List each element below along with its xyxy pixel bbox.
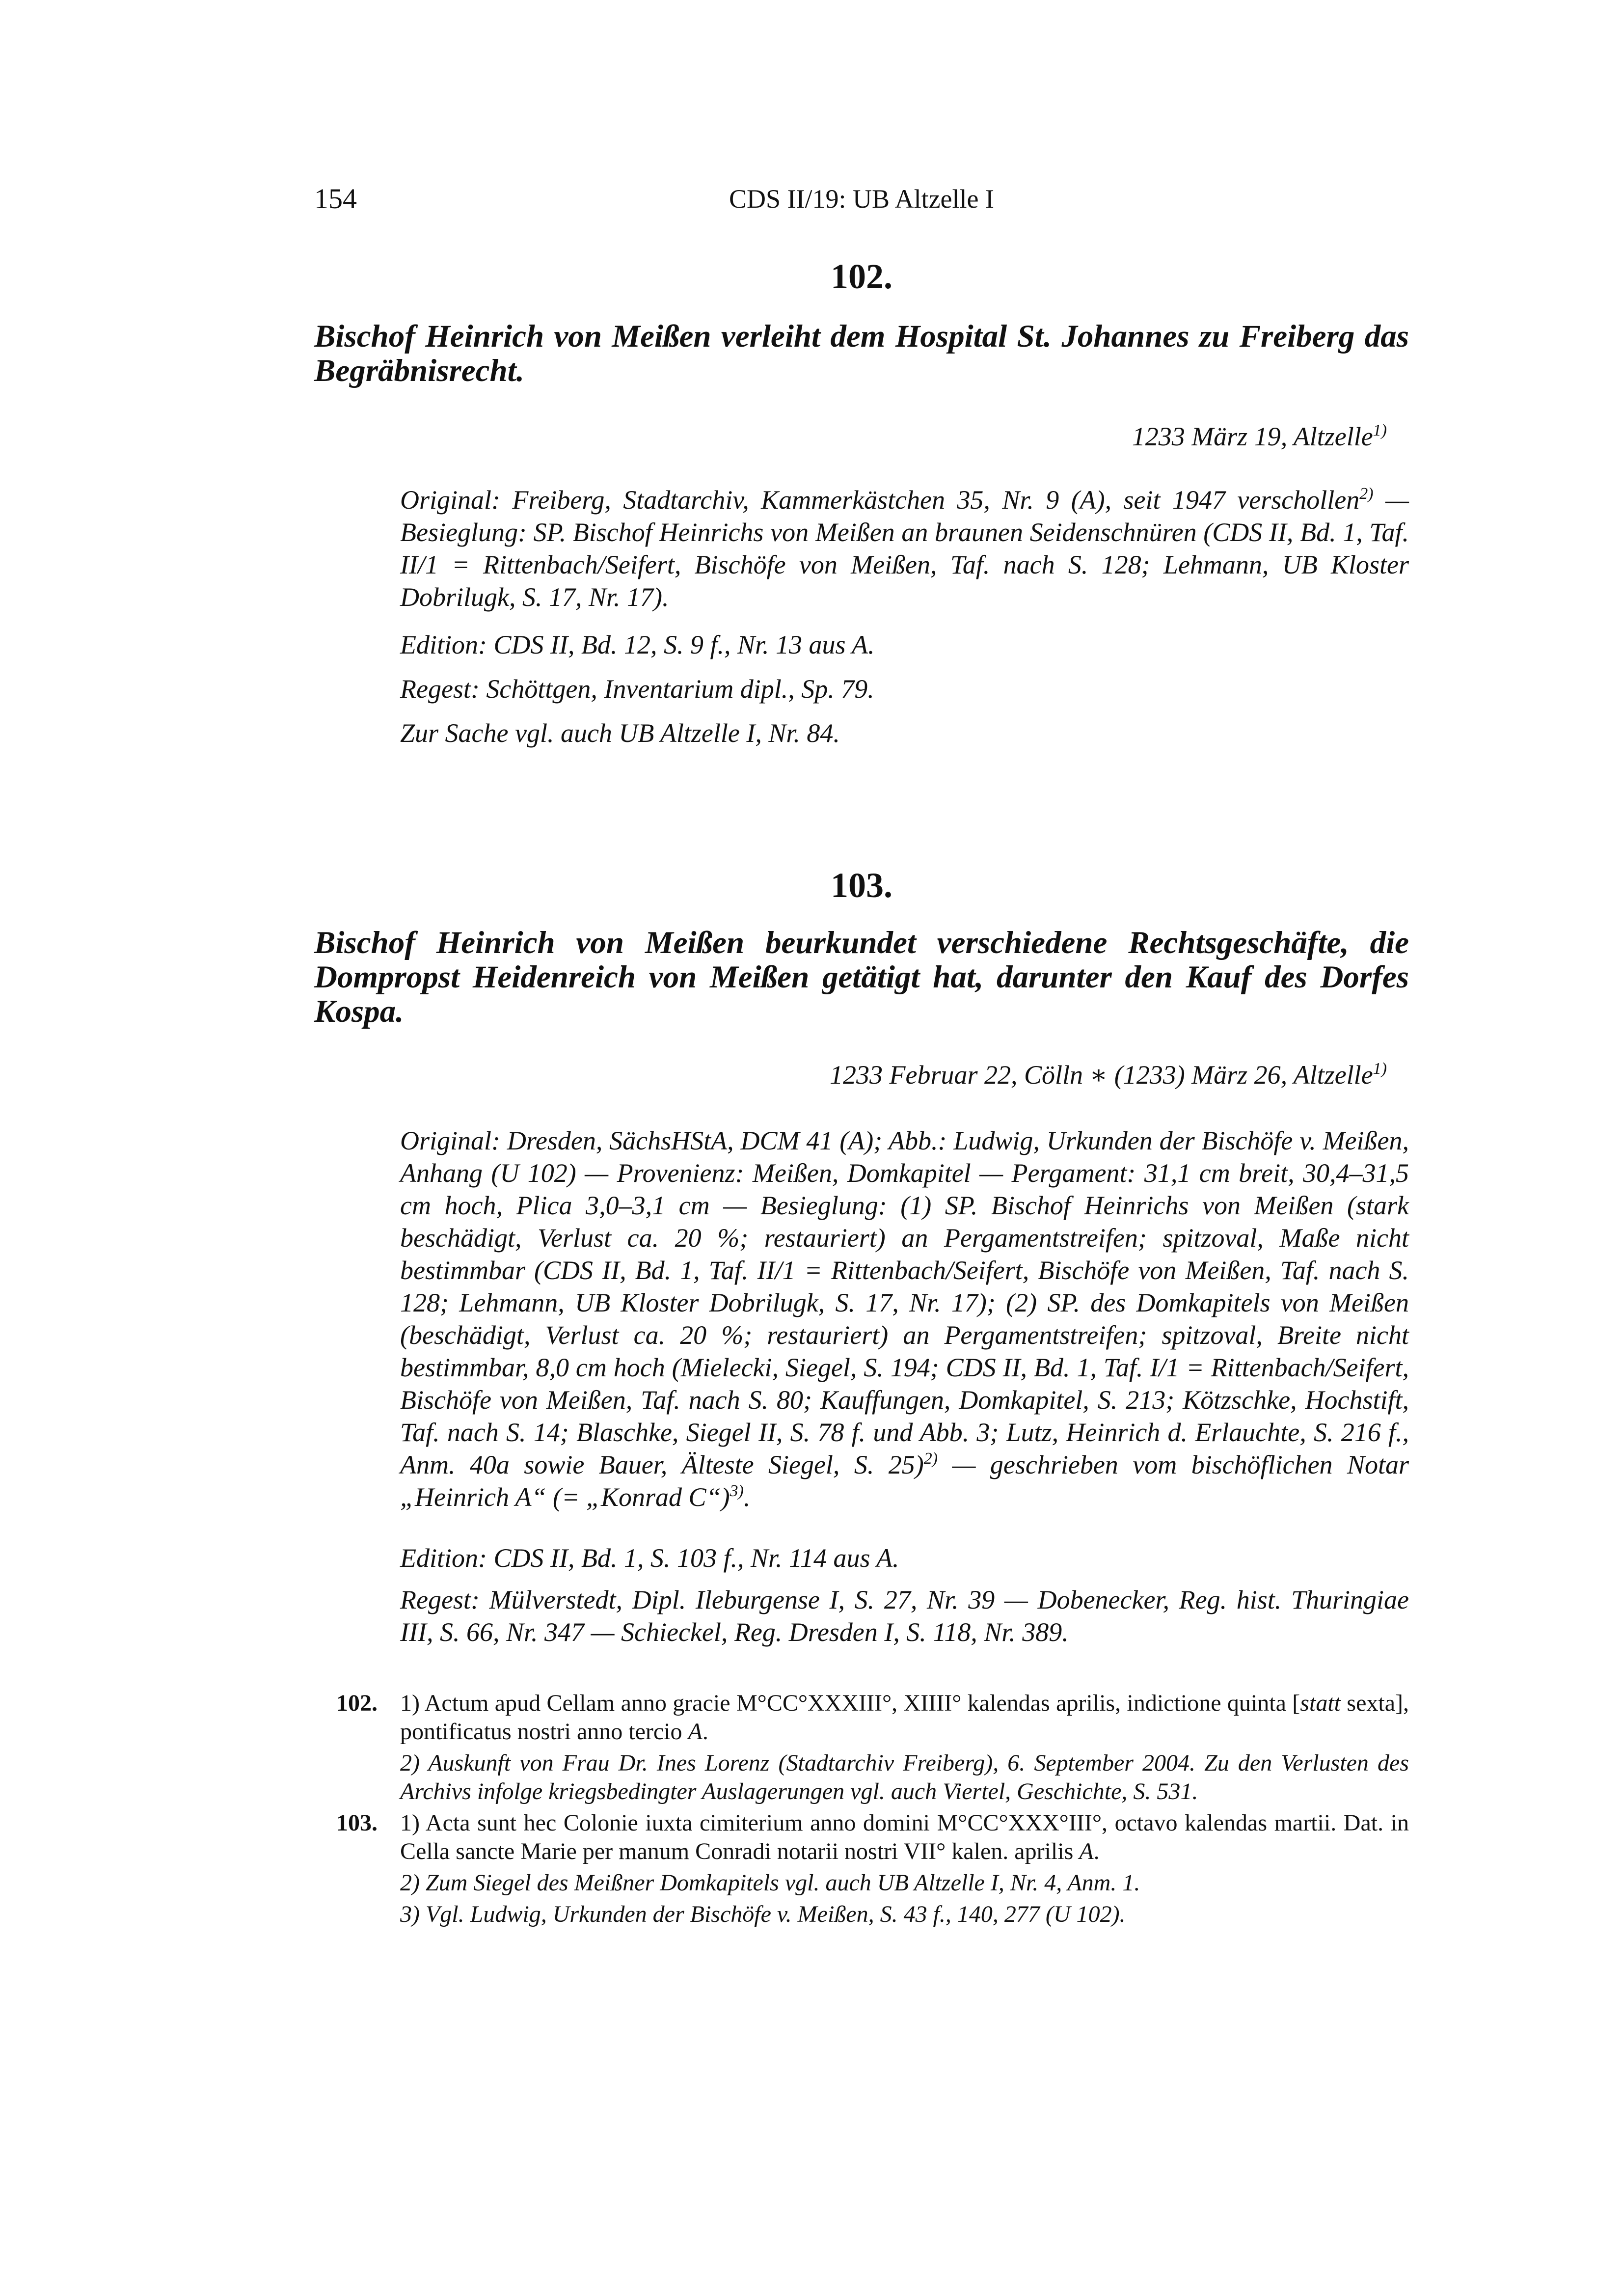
footnote-group-label-103: 103. (336, 1810, 378, 1836)
doc-103-original-note-3: 3) (730, 1482, 744, 1500)
footnote-103-1-text: 1) Acta sunt hec Colonie iuxta cimiterium anno domini M°CC°XXX°III°, octavo kalendas martii. Dat. in Cella sancte Marie per manum Conradi notarii nostri VII° kalen. aprilis (400, 1810, 1409, 1864)
footnote-103-2: 2) Zum Siegel des Meißner Domkapitels vgl. auch UB Altzelle I, Nr. 4, Anm. 1. (400, 1870, 1140, 1896)
doc-102-date-text: 1233 März 19, Altzelle (1132, 422, 1373, 451)
footnote-102-1-siglum: A (688, 1719, 703, 1745)
doc-103-date-note: 1) (1373, 1060, 1387, 1078)
footnotes-103 (314, 1809, 1409, 1929)
running-head (314, 182, 1409, 221)
doc-102-edition: Edition: CDS II, Bd. 12, S. 9 f., Nr. 13 aus A. (400, 630, 875, 659)
doc-102-title: Bischof Heinrich von Meißen verleiht dem Hospital St. Johannes zu Freiberg das Begräbnisrecht. (314, 319, 1409, 388)
footnote-102-1-text: 1) Actum apud Cellam anno gracie M°CC°XXXIII°, XIIII° kalendas aprilis, indictione quinta [ (400, 1690, 1300, 1716)
footnotes (314, 1689, 1409, 1932)
doc-102-date (314, 420, 1387, 453)
doc-102-date-note: 1) (1373, 421, 1387, 439)
doc-102-original (400, 484, 1409, 613)
doc-102-original-text: Original: Freiberg, Stadtarchiv, Kammerkästchen 35, Nr. 9 (A), seit 1947 verschollen (400, 485, 1360, 515)
doc-103-title: Bischof Heinrich von Meißen beurkundet verschiedene Rechtsgeschäfte, die Dompropst Heidenreich von Meißen getätigt hat, darunter den Kauf des Dorfes Kospa. (314, 925, 1409, 1029)
doc-102-original-note: 2) (1359, 485, 1374, 503)
page-number: 154 (314, 183, 357, 215)
doc-103-date (314, 1058, 1387, 1092)
doc-103-original-text: Original: Dresden, SächsHStA, DCM 41 (A); Abb.: Ludwig, Urkunden der Bischöfe v. Meißen, Anhang (U 102) — Provenienz: Meißen, Domkapitel — Pergament: 31,1 cm breit, 30,4–31,5 cm hoch, Plica 3,0–3,1 cm — Besieglung: (1) SP. Bischof Heinrichs von Meißen (stark beschädigt, Verlust ca. 20 %; restauriert) an Pergamentstreifen; spitzoval, Maße nicht bestimmbar (CDS II, Bd. 1, Taf. II/1 = Rittenbach/Seifert, Bischöfe von Meißen, Taf. nach S. 128; Lehmann, UB Kloster Dobrilugk, S. 17, Nr. 17); (2) SP. des Domkapitels von Meißen (beschädigt, Verlust ca. 20 %; restauriert) an Pergamentstreifen; spitzoval, Breite nicht bestimmbar, 8,0 cm hoch (Mielecki, Siegel, S. 194; CDS II, Bd. 1, Taf. I/1 = Rittenbach/Seifert, Bischöfe von Meißen, Taf. nach S. 80; Kauffungen, Domkapitel, S. 213; Kötzschke, Hochstift, Taf. nach S. 14; Blaschke, Siegel II, S. 78 f. und Abb. 3; Lutz, Heinrich d. Erlauchte, S. 216 f., Anm. 40a sowie Bauer, Älteste Siegel, S. 25) (400, 1126, 1409, 1479)
footnote-103-1-siglum: A (1079, 1838, 1094, 1864)
doc-103-original-end: . (743, 1482, 751, 1512)
doc-102-number: 102. (831, 257, 892, 296)
doc-103-original (400, 1124, 1409, 1513)
footnote-103-1 (400, 1809, 1409, 1866)
running-title: CDS II/19: UB Altzelle I (729, 184, 994, 214)
footnote-103-1-end: . (1093, 1838, 1100, 1864)
footnote-102-1-statt: statt (1300, 1690, 1341, 1716)
doc-102-regest: Regest: Schöttgen, Inventarium dipl., Sp. 79. (400, 674, 874, 704)
doc-103-original-note-2: 2) (923, 1449, 938, 1468)
footnote-group-label-102: 102. (336, 1690, 378, 1716)
footnote-102-1-end: . (702, 1719, 708, 1745)
footnotes-102 (314, 1689, 1409, 1806)
doc-103-date-text: 1233 Februar 22, Cölln ∗ (1233) März 26, Altzelle (830, 1060, 1373, 1090)
footnote-102-1-text-b: sexta], pontificatus nostri anno tercio (400, 1690, 1409, 1745)
footnote-103-3: 3) Vgl. Ludwig, Urkunden der Bischöfe v. Meißen, S. 43 f., 140, 277 (U 102). (400, 1901, 1126, 1927)
doc-102-original-cont: — Besieglung: SP. Bischof Heinrichs von Meißen an braunen Seidenschnüren (CDS II, Bd. 1, Taf. II/1 = Rittenbach/Seifert, Bischöfe von Meißen, Taf. nach S. 128; Lehmann, UB Kloster Dobrilugk, S. 17, Nr. 17). (400, 485, 1409, 612)
doc-103-edition: Edition: CDS II, Bd. 1, S. 103 f., Nr. 114 aus A. (400, 1543, 899, 1573)
doc-103-regest: Regest: Mülverstedt, Dipl. Ileburgense I, S. 27, Nr. 39 — Dobenecker, Reg. hist. Thuringiae III, S. 66, Nr. 347 — Schieckel, Reg. Dresden I, S. 118, Nr. 389. (400, 1585, 1409, 1647)
footnote-102-2: 2) Auskunft von Frau Dr. Ines Lorenz (Stadtarchiv Freiberg), 6. September 2004. Zu den Verlusten des Archivs infolge kriegsbedingter Auslagerungen vgl. auch Viertel, Geschichte, S. 531. (400, 1750, 1409, 1804)
doc-103-number: 103. (831, 866, 892, 905)
footnote-102-1 (400, 1689, 1409, 1746)
doc-102-sache: Zur Sache vgl. auch UB Altzelle I, Nr. 84. (400, 718, 840, 748)
doc-103-original-cont: — geschrieben vom bischöflichen Notar „Heinrich A“ (= „Konrad C“) (400, 1450, 1409, 1512)
